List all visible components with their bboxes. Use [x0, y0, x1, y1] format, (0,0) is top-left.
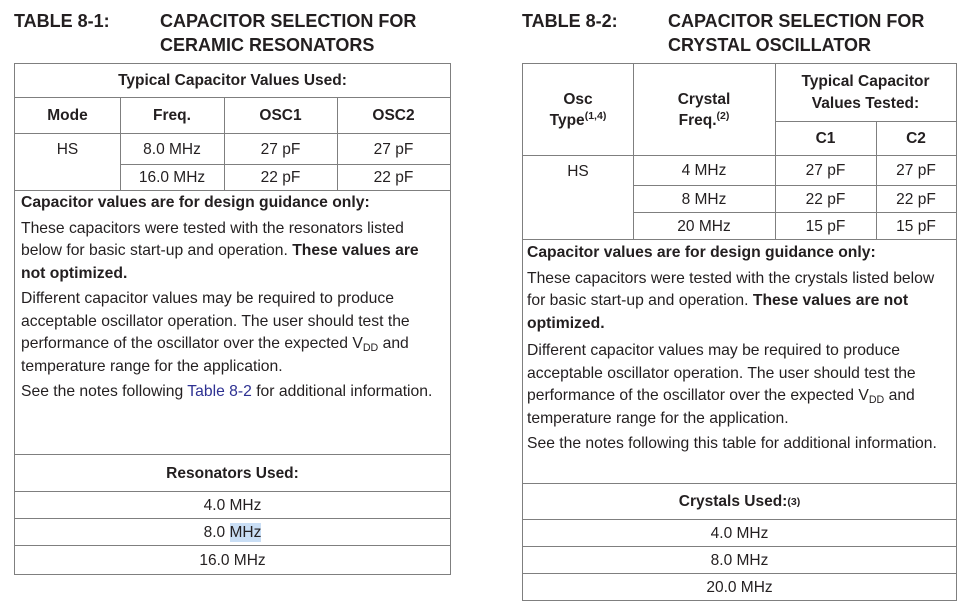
vdd-subscript: DD	[362, 342, 379, 355]
note-text: and temperature range for the application.	[21, 335, 409, 375]
note-text: V	[858, 387, 869, 404]
resonator-item	[15, 519, 450, 545]
vdd-subscript: DD	[868, 394, 885, 407]
note-paragraph-3	[21, 381, 446, 404]
column-header-crystal-freq	[633, 64, 775, 155]
footnote-ref: (1,4)	[584, 109, 607, 122]
table-cell: 20 MHz	[677, 217, 731, 235]
guidance-heading: Capacitor values are for design guidance only:	[527, 244, 876, 261]
crystal-item: 4.0 MHz	[710, 524, 769, 542]
note-text: These capacitors were tested with the resonators listed below for basic start-up and operation.	[21, 219, 404, 259]
note-paragraph-1	[527, 268, 954, 336]
table-8-2-number: TABLE 8-2:	[522, 11, 618, 31]
table-8-1-title-line2: CERAMIC RESONATORS	[160, 35, 375, 55]
typical-values-tested-header	[775, 64, 956, 121]
mode-cell-hs: HS	[567, 162, 589, 180]
note-text: and temperature range for the application.	[527, 387, 915, 427]
typical-values-header: Typical Capacitor Values Used:	[118, 72, 347, 89]
selected-text[interactable]: MHz	[229, 523, 262, 541]
table-cell: 27 pF	[260, 140, 301, 158]
table-cell: 15 pF	[896, 217, 936, 235]
table-8-1	[14, 63, 451, 575]
note-paragraph-3: See the notes following this table for additional information.	[527, 435, 937, 452]
resonators-header: Resonators Used:	[166, 464, 299, 482]
guidance-heading: Capacitor values are for design guidance only:	[21, 194, 370, 211]
column-header-c2: C2	[906, 130, 926, 147]
table-8-2-title-line1: CAPACITOR SELECTION FOR	[668, 11, 925, 31]
note-paragraph-2	[21, 288, 446, 378]
mode-cell-hs: HS	[56, 141, 79, 158]
table-cell: 22 pF	[896, 190, 936, 208]
guidance-notes	[21, 191, 446, 404]
crystals-header-text: Crystals Used:	[678, 493, 788, 510]
resonator-item: 16.0 MHz	[199, 551, 266, 569]
table-cell: 22 pF	[260, 169, 301, 186]
note-bold-text: These values are not optimized.	[21, 242, 419, 282]
crystal-label: Crystal	[677, 90, 731, 108]
osc-label: Osc	[563, 90, 593, 108]
table-cell: 27 pF	[896, 162, 936, 179]
table-cell: 8.0 MHz	[143, 140, 201, 158]
table-cell: 27 pF	[373, 140, 414, 158]
table-8-2-heading	[522, 10, 962, 58]
table-cell: 4 MHz	[681, 162, 727, 179]
typical-line-1: Typical Capacitor	[801, 72, 930, 90]
table-8-1-heading	[14, 10, 454, 58]
table-8-1-title-line1: CAPACITOR SELECTION FOR	[160, 11, 417, 31]
note-text: Different capacitor values may be required to produce acceptable oscillator operation. The user should test the performance of the oscillator over the expected	[527, 342, 916, 404]
table-cell: 27 pF	[805, 162, 846, 179]
column-header-osc2: OSC2	[372, 106, 415, 124]
table-8-1-number: TABLE 8-1:	[14, 11, 110, 31]
column-header-osc-type	[523, 64, 633, 155]
column-header-mode: Mode	[47, 106, 88, 124]
resonator-value: 8.0	[203, 523, 226, 541]
resonator-item: 4.0 MHz	[203, 496, 262, 514]
column-header-freq: Freq.	[153, 106, 191, 124]
table-cell: 15 pF	[805, 217, 846, 235]
typical-line-2: Values Tested:	[811, 94, 920, 112]
freq-text: Freq.	[678, 111, 717, 129]
table-cell: 22 pF	[805, 190, 846, 208]
table-cell: 16.0 MHz	[138, 169, 206, 186]
table-8-2-title-line2: CRYSTAL OSCILLATOR	[668, 35, 872, 55]
footnote-ref: (2)	[716, 109, 730, 122]
table-cell: 22 pF	[373, 169, 414, 186]
table-8-2-link[interactable]: Table 8-2	[187, 383, 252, 400]
crystal-item: 8.0 MHz	[710, 551, 769, 569]
column-header-osc1: OSC1	[259, 106, 302, 124]
type-text: Type	[549, 111, 585, 129]
note-text: Different capacitor values may be required to produce acceptable oscillator operation. The user should test the performance of the oscillator over the expected V	[21, 290, 410, 352]
note-text: These capacitors were tested with the crystals listed below for basic start-up and operation.	[527, 269, 935, 309]
crystals-header: Crystals Used: (3)	[678, 493, 801, 510]
crystal-item: 20.0 MHz	[706, 578, 773, 596]
note-text: for additional information.	[256, 383, 433, 400]
guidance-notes	[527, 242, 954, 456]
freq-label	[679, 110, 730, 131]
column-header-c1: C1	[815, 130, 836, 147]
note-text: See the notes following	[21, 383, 184, 400]
type-label	[550, 110, 607, 131]
note-paragraph-2	[527, 340, 954, 430]
note-bold-text: These values are not optimized.	[527, 292, 909, 332]
table-8-2	[522, 63, 957, 601]
note-paragraph-1	[21, 218, 446, 286]
table-cell: 8 MHz	[681, 190, 727, 208]
